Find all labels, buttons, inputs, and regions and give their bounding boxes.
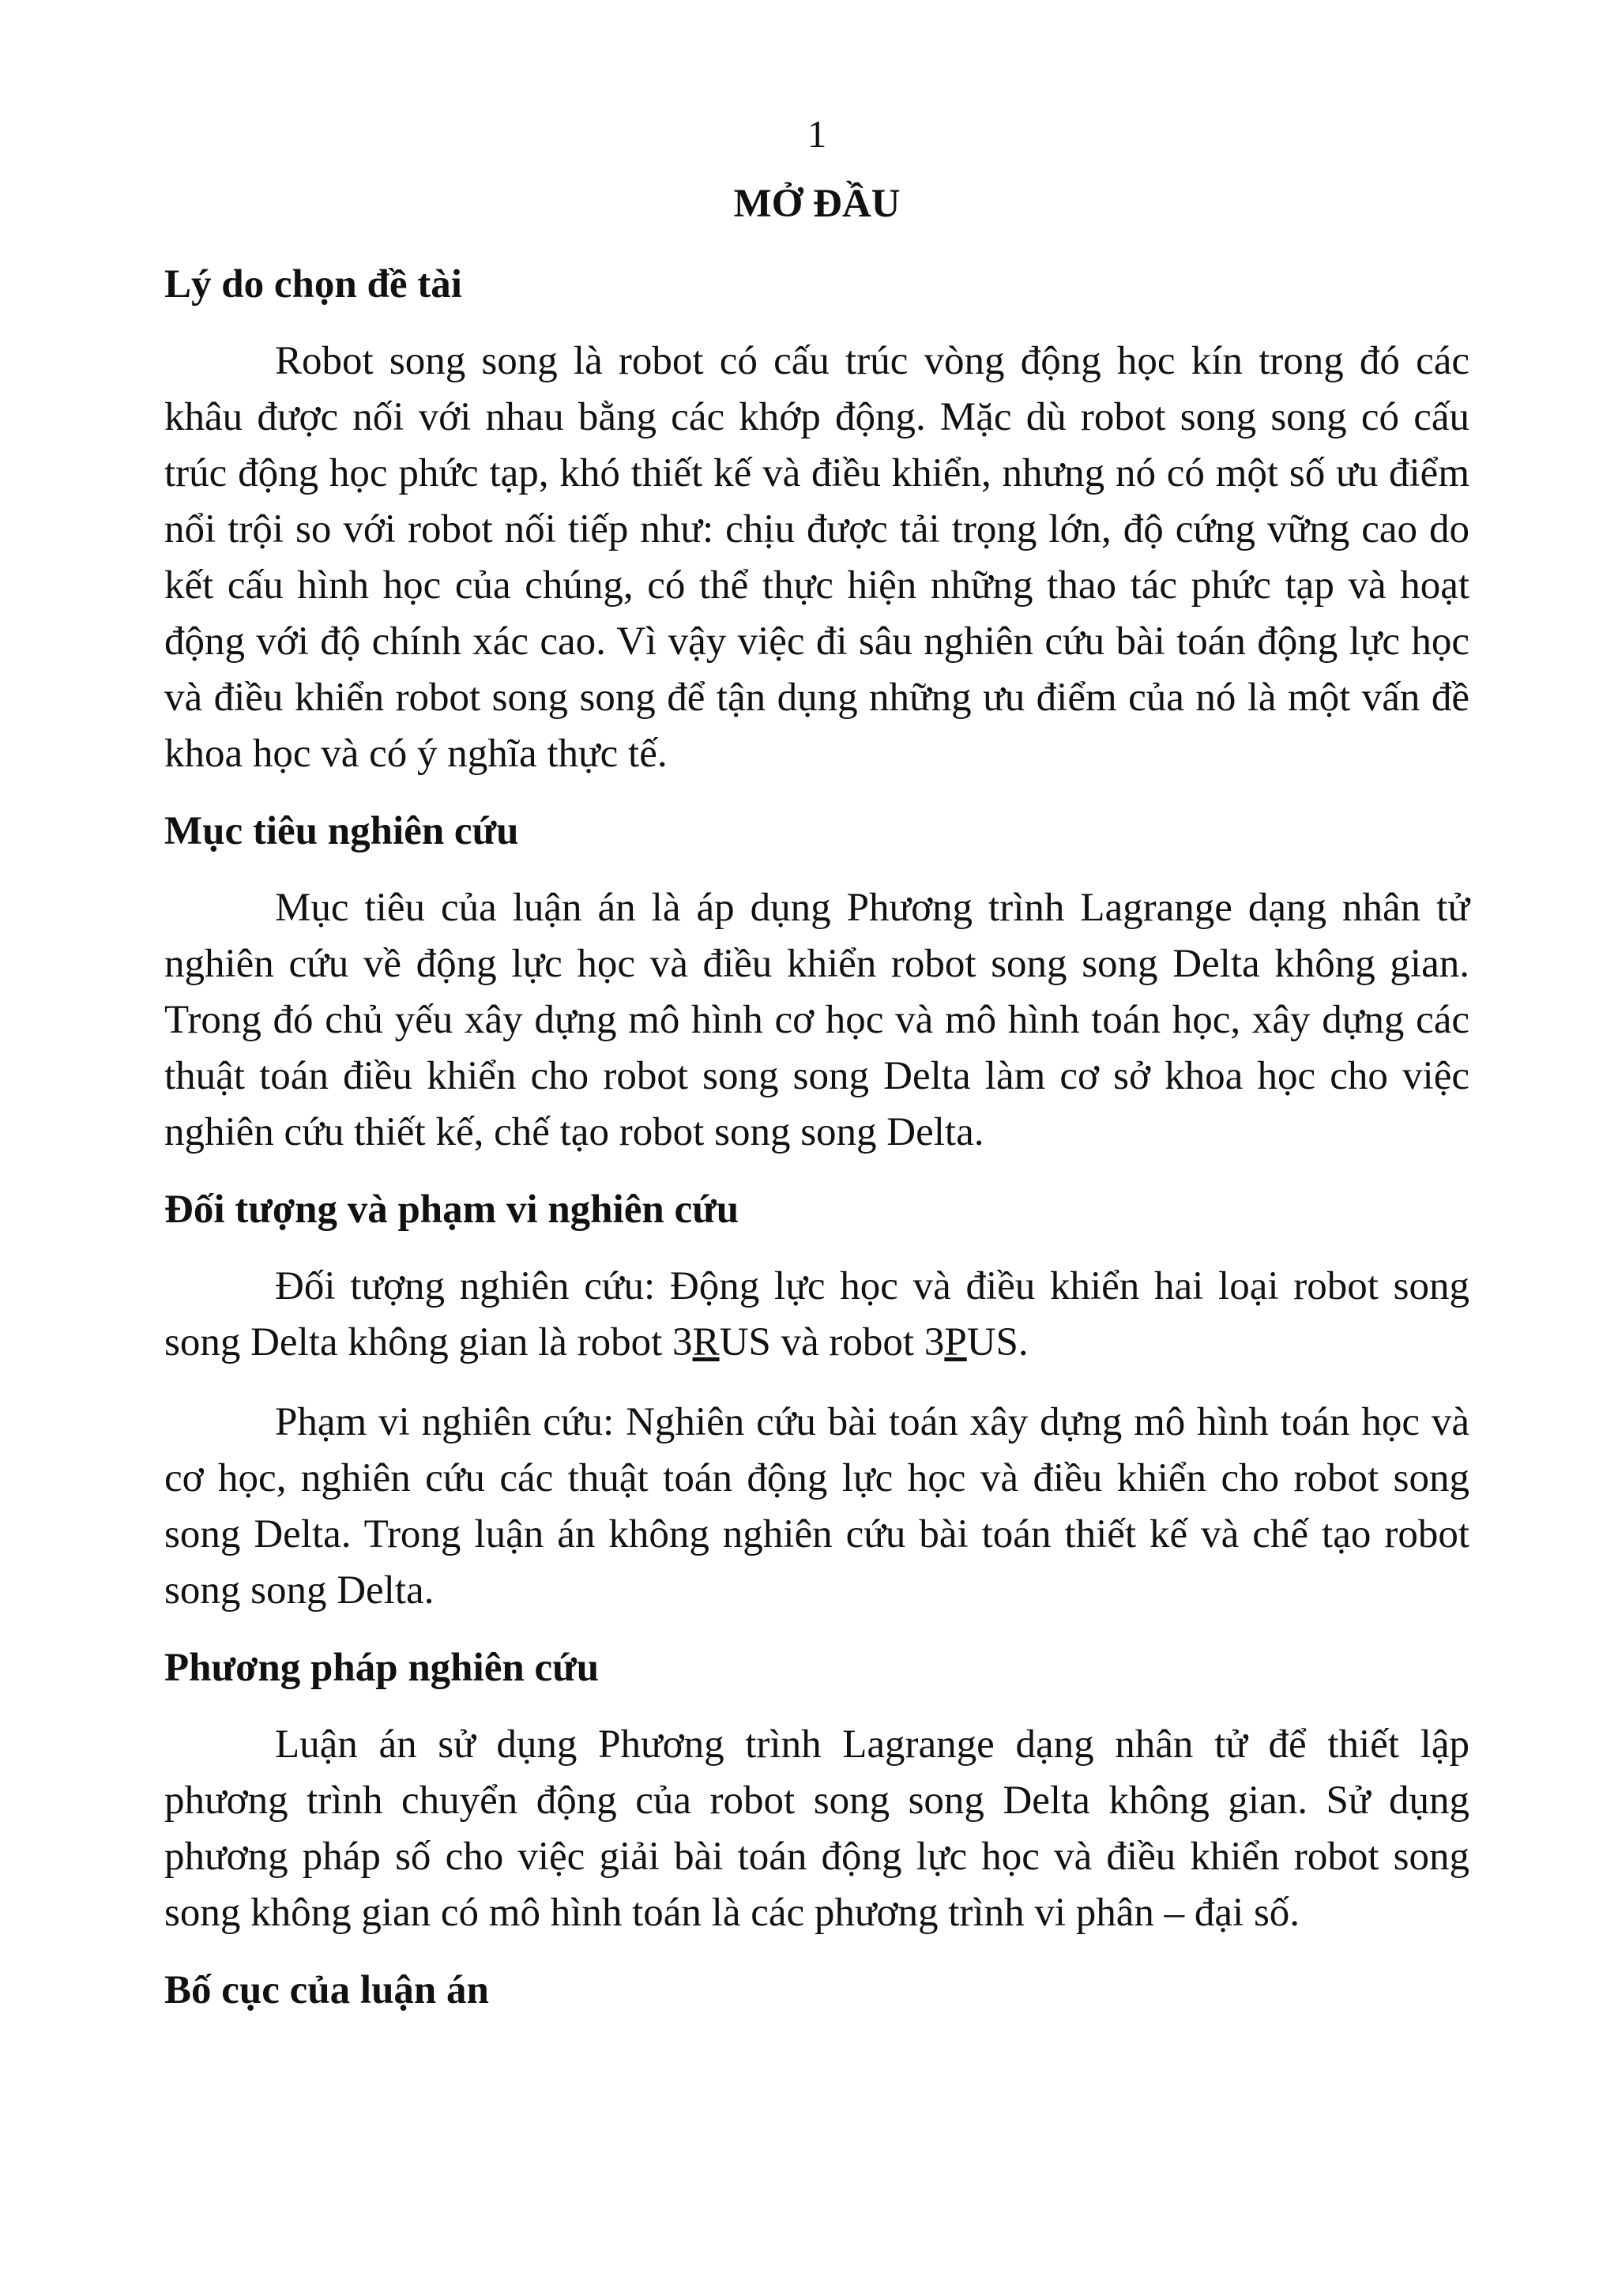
section-heading: Bố cục của luận án: [164, 1968, 489, 2012]
underlined-joint-letter: R: [692, 1320, 720, 1364]
document-page: [164, 111, 1469, 2039]
paragraph: Mục tiêu của luận án là áp dụng Phương trình Lagrange dạng nhân tử nghiên cứu về động lực học và điều khiển robot song song Delta không gian. Trong đó chủ yếu xây dựng mô hình cơ học và mô hình toán học, xây dựng các thuật toán điều khiển cho robot song song Delta làm cơ sở khoa học cho việc nghiên cứu thiết kế, chế tạo robot song song Delta.: [164, 886, 1469, 1154]
paragraph: [164, 1259, 1469, 1371]
section-heading: Mục tiêu nghiên cứu: [164, 809, 519, 853]
underlined-joint-letter: P: [944, 1320, 967, 1364]
paragraph: Robot song song là robot có cấu trúc vòng động học kín trong đó các khâu được nối với nhau bằng các khớp động. Mặc dù robot song song có cấu trúc động học phức tạp, khó thiết kế và điều khiển, nhưng nó có một số ưu điểm nổi trội so với robot nối tiếp như: chịu được tải trọng lớn, độ cứng vững cao do kết cấu hình học của chúng, có thể thực hiện những thao tác phức tạp và hoạt động với độ chính xác cao. Vì vậy việc đi sâu nghiên cứu bài toán động lực học và điều khiển robot song song để tận dụng những ưu điểm của nó là một vấn đề khoa học và có ý nghĩa thực tế.: [164, 339, 1469, 776]
section-structure: [164, 1965, 1469, 2016]
section-reason: [164, 259, 1469, 782]
section-heading: Đối tượng và phạm vi nghiên cứu: [164, 1188, 739, 1232]
section-scope: [164, 1184, 1469, 1619]
section-methods: [164, 1643, 1469, 1941]
text-run: Đối tượng nghiên cứu: Động lực học và điều khiển hai loại robot song song Delta không gian là robot 3: [164, 1264, 1469, 1364]
text-run: US và robot 3: [719, 1320, 945, 1364]
chapter-title: MỞ ĐẦU: [733, 182, 901, 226]
paragraph: Phạm vi nghiên cứu: Nghiên cứu bài toán xây dựng mô hình toán học và cơ học, nghiên cứu các thuật toán động lực học và điều khiển cho robot song song Delta. Trong luận án không nghiên cứu bài toán thiết kế và chế tạo robot song song Delta.: [164, 1400, 1469, 1613]
section-objectives: [164, 806, 1469, 1161]
paragraph: Luận án sử dụng Phương trình Lagrange dạng nhân tử để thiết lập phương trình chuyển động của robot song song Delta không gian. Sử dụng phương pháp số cho việc giải bài toán động lực học và điều khiển robot song song không gian có mô hình toán là các phương trình vi phân – đại số.: [164, 1722, 1469, 1935]
section-heading: Lý do chọn đề tài: [164, 262, 462, 307]
page-number: 1: [807, 112, 827, 156]
section-heading: Phương pháp nghiên cứu: [164, 1646, 600, 1690]
text-run: US.: [966, 1320, 1029, 1364]
